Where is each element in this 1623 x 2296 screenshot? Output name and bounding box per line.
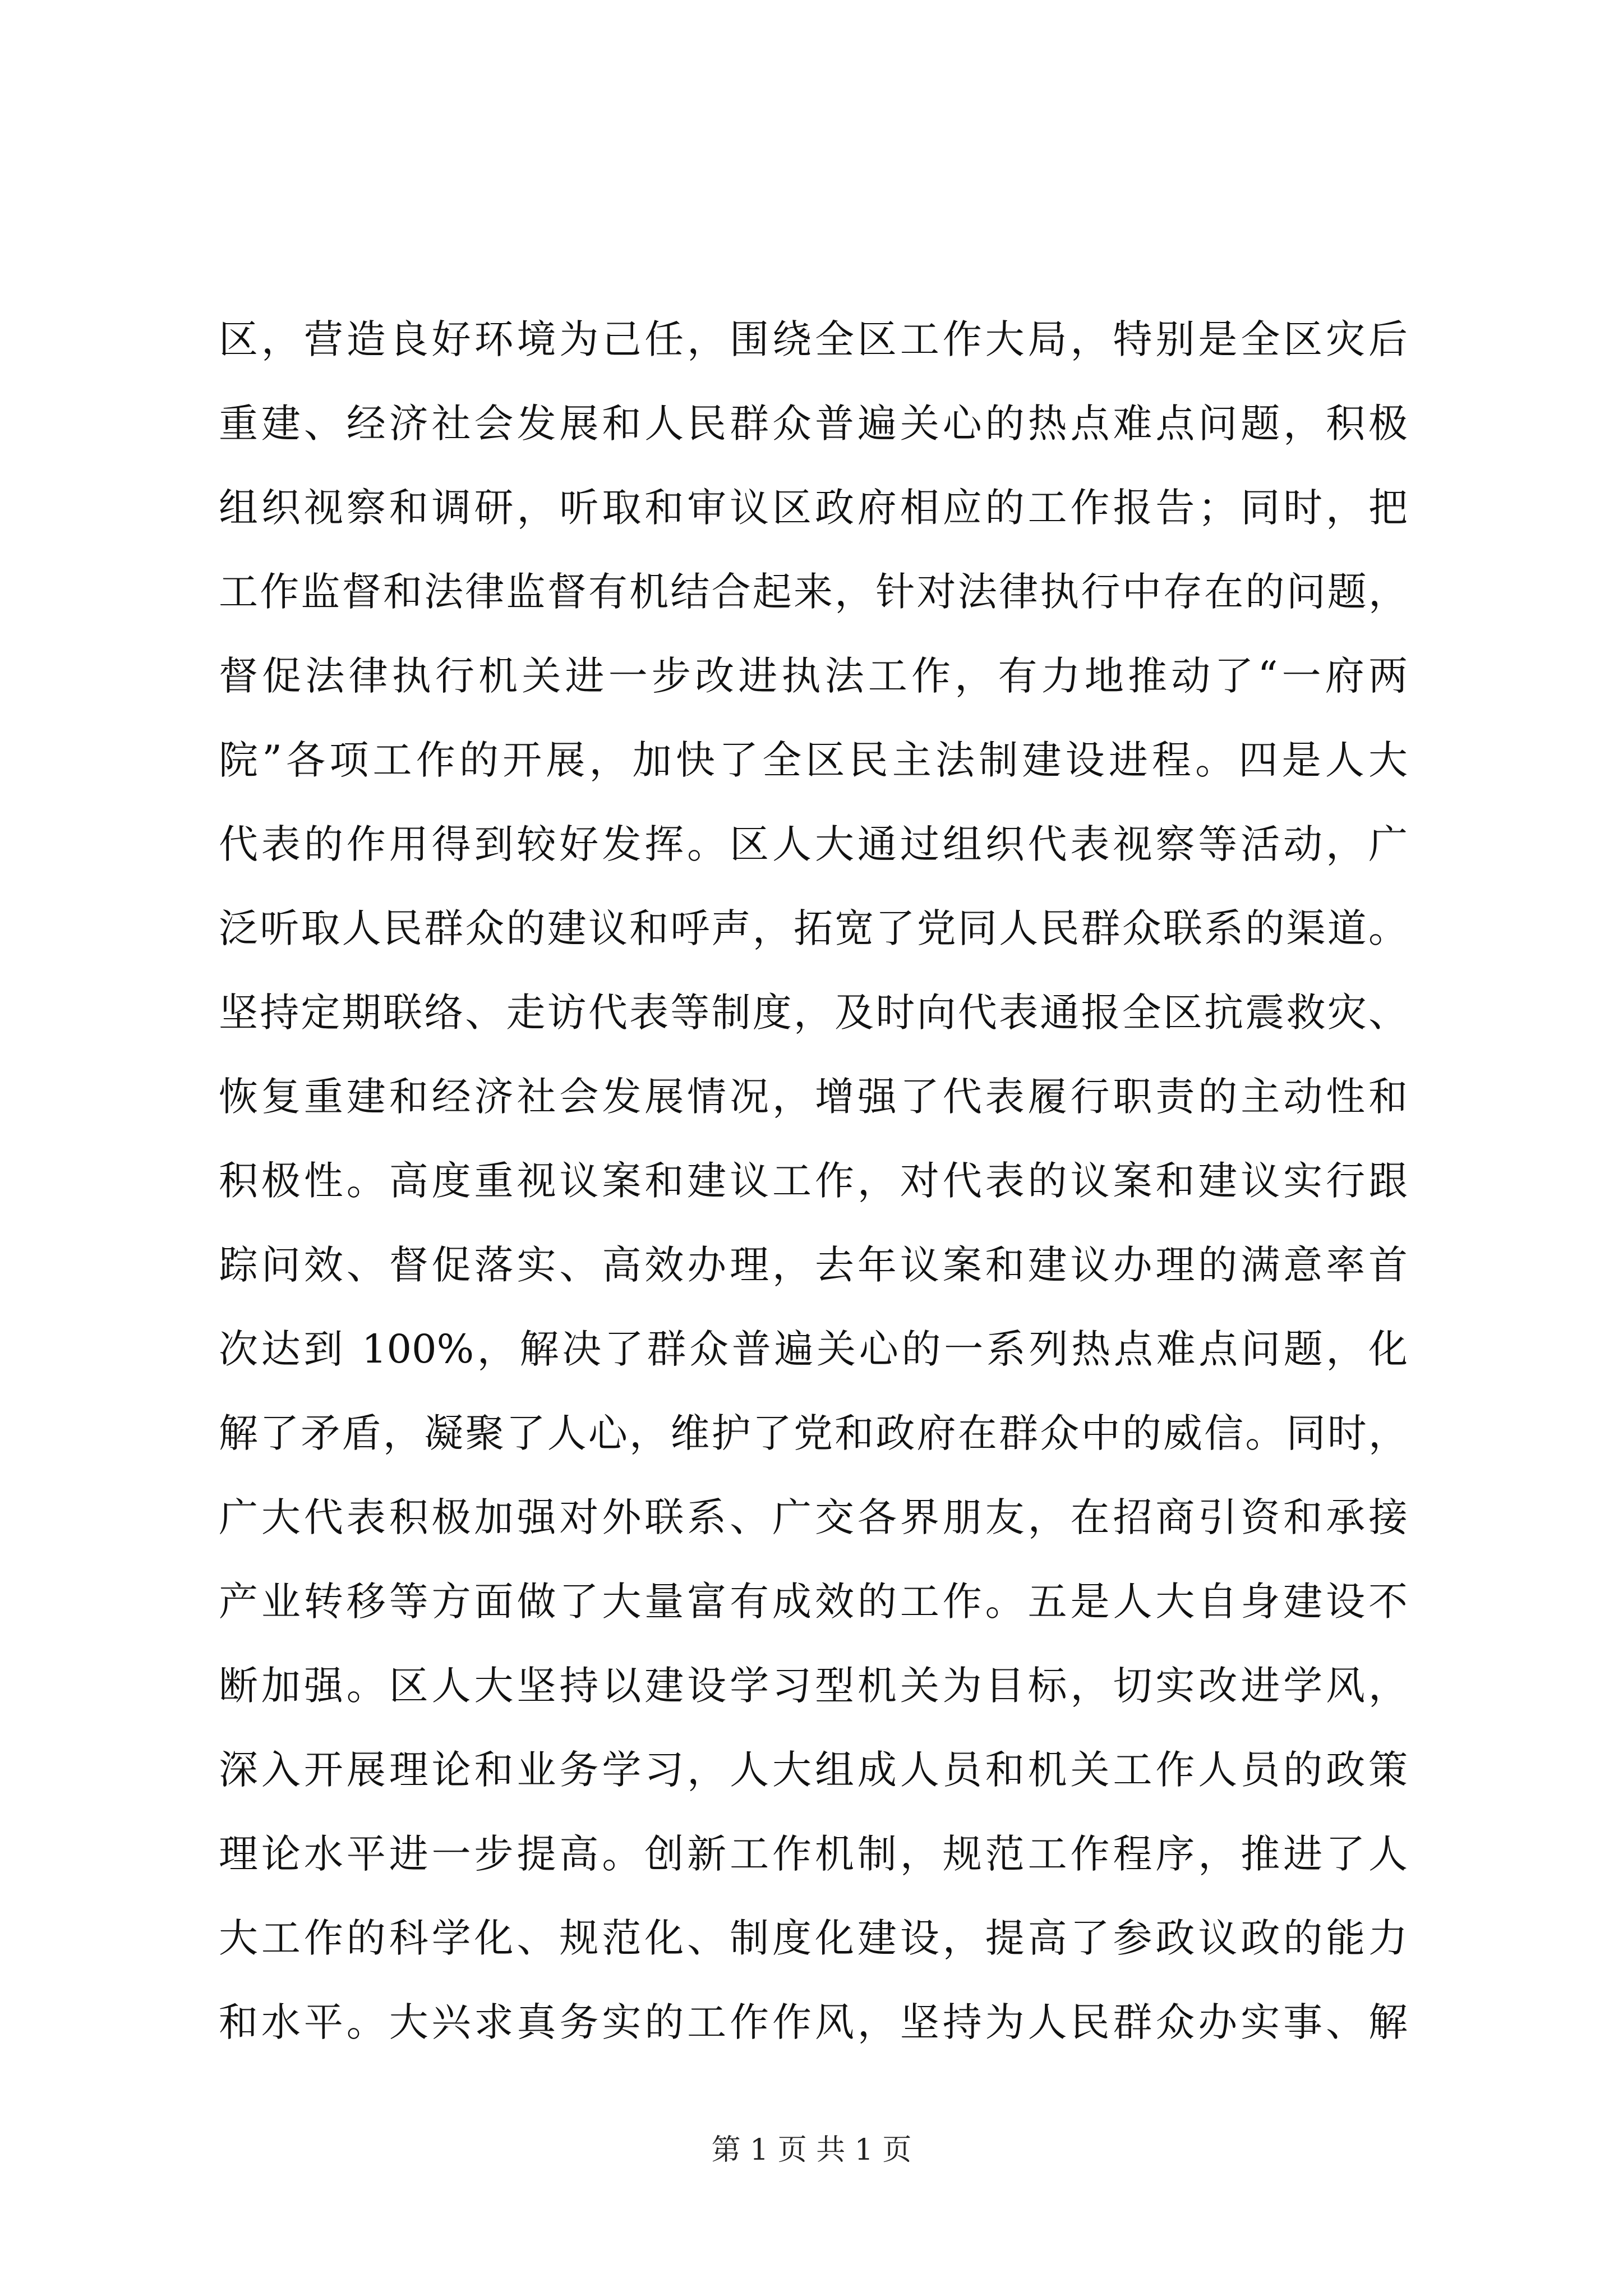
- text-line: 断加强。区人大坚持以建设学习型机关为目标，切实改进学风，: [219, 1663, 1408, 1709]
- text-line: 深入开展理论和业务学习，人大组成人员和机关工作人员的政策: [219, 1747, 1408, 1793]
- text-line: 泛听取人民群众的建议和呼声，拓宽了党同人民群众联系的渠道。: [219, 905, 1408, 951]
- text-line: 理论水平进一步提高。创新工作机制，规范工作程序，推进了人: [219, 1831, 1408, 1877]
- text-line: 积极性。高度重视议案和建议工作，对代表的议案和建议实行跟: [219, 1158, 1408, 1204]
- text-line: 督促法律执行机关进一步改进执法工作，有力地推动了“一府两: [219, 653, 1408, 699]
- text-line: 工作监督和法律监督有机结合起来，针对法律执行中存在的问题，: [219, 569, 1408, 615]
- text-line: 产业转移等方面做了大量富有成效的工作。五是人大自身建设不: [219, 1579, 1408, 1625]
- text-line: 恢复重建和经济社会发展情况，增强了代表履行职责的主动性和: [219, 1074, 1408, 1120]
- text-line: 院”各项工作的开展，加快了全区民主法制建设进程。四是人大: [219, 737, 1408, 783]
- text-line: 坚持定期联络、走访代表等制度，及时向代表通报全区抗震救灾、: [219, 990, 1408, 1036]
- text-line: 广大代表积极加强对外联系、广交各界朋友，在招商引资和承接: [219, 1494, 1408, 1540]
- text-line: 次达到 100%，解决了群众普遍关心的一系列热点难点问题，化: [219, 1326, 1408, 1372]
- text-line: 大工作的科学化、规范化、制度化建设，提高了参政议政的能力: [219, 1915, 1408, 1961]
- text-line: 代表的作用得到较好发挥。区人大通过组织代表视察等活动，广: [219, 821, 1408, 867]
- text-line: 重建、经济社会发展和人民群众普遍关心的热点难点问题，积极: [219, 401, 1408, 447]
- page-footer: 第 1 页 共 1 页: [711, 2133, 912, 2167]
- text-line: 踪问效、督促落实、高效办理，去年议案和建议办理的满意率首: [219, 1242, 1408, 1288]
- text-line: 区，营造良好环境为己任，围绕全区工作大局，特别是全区灾后: [219, 316, 1408, 362]
- text-line: 组织视察和调研，听取和审议区政府相应的工作报告；同时，把: [219, 485, 1408, 531]
- text-line: 和水平。大兴求真务实的工作作风，坚持为人民群众办实事、解: [219, 1999, 1408, 2045]
- text-line: 解了矛盾，凝聚了人心，维护了党和政府在群众中的威信。同时，: [219, 1410, 1408, 1456]
